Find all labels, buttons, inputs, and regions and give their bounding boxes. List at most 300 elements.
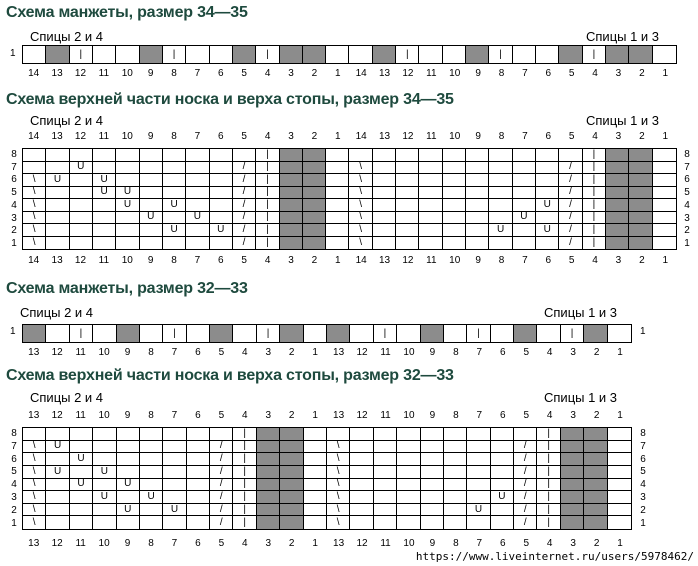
chart-cell	[491, 428, 514, 441]
chart-cell	[373, 46, 396, 63]
row-number: 2	[11, 504, 17, 516]
column-number: 10	[403, 538, 415, 549]
chart-cell	[350, 428, 373, 441]
chart-cell	[23, 162, 46, 175]
chart1-grid	[22, 45, 677, 64]
chart-cell	[46, 516, 69, 529]
chart-cell	[257, 491, 280, 504]
chart-cell	[304, 325, 327, 342]
chart-cell	[443, 212, 466, 225]
chart-cell	[163, 453, 186, 466]
chart-cell: /	[233, 224, 256, 237]
chart-cell	[210, 187, 233, 200]
column-number: 3	[615, 255, 622, 266]
chart-cell: /	[514, 453, 537, 466]
column-number: 2	[311, 255, 318, 266]
chart-cell	[280, 237, 303, 250]
chart-cell	[140, 199, 163, 212]
column-number: 13	[378, 68, 391, 79]
chart-cell	[304, 453, 327, 466]
chart-cell	[396, 212, 419, 225]
column-number: 13	[28, 538, 40, 549]
column-number: 5	[241, 131, 247, 142]
chart-cell: |	[256, 237, 279, 250]
chart-cell	[187, 516, 210, 529]
column-number: 1	[312, 538, 318, 549]
chart-cell	[70, 441, 93, 454]
chart-cell	[163, 491, 186, 504]
column-number: 10	[403, 410, 415, 421]
column-number: 11	[380, 538, 391, 549]
column-number: 8	[453, 538, 459, 549]
chart-cell	[397, 428, 420, 441]
chart-cell	[140, 453, 163, 466]
chart-cell	[489, 187, 512, 200]
column-number: 8	[148, 347, 154, 358]
chart-cell	[396, 149, 419, 162]
chart-cell	[280, 212, 303, 225]
row-number: 7	[11, 161, 17, 173]
column-number: 6	[545, 68, 552, 79]
chart-cell	[70, 187, 93, 200]
chart-cell	[140, 187, 163, 200]
column-number: 7	[476, 347, 483, 358]
chart-cell	[606, 187, 629, 200]
column-number: 3	[288, 255, 294, 266]
chart-cell: \	[23, 237, 46, 250]
chart-cell	[606, 212, 629, 225]
column-number: 13	[333, 410, 345, 421]
column-number: 2	[639, 255, 645, 266]
chart-cell	[210, 237, 233, 250]
column-number: 11	[75, 410, 86, 421]
column-number: 8	[171, 68, 177, 79]
chart-cell	[419, 174, 442, 187]
chart-cell	[140, 162, 163, 175]
chart-cell	[186, 237, 209, 250]
column-number: 2	[288, 410, 295, 421]
chart-cell: /	[233, 174, 256, 187]
chart1-bottom-numbers	[22, 68, 677, 79]
chart-cell	[210, 162, 233, 175]
chart-cell	[93, 162, 116, 175]
chart-cell: \	[349, 174, 372, 187]
column-number: 8	[171, 255, 177, 266]
chart-cell	[514, 325, 537, 342]
column-number: 7	[522, 255, 528, 266]
chart-cell	[210, 174, 233, 187]
chart-cell: /	[233, 237, 256, 250]
chart-cell	[186, 199, 209, 212]
chart-cell	[513, 187, 536, 200]
column-number: 3	[615, 131, 622, 142]
column-number: 3	[615, 68, 622, 79]
chart-cell	[93, 453, 116, 466]
chart-cell	[608, 504, 631, 517]
column-number: 11	[98, 131, 110, 142]
chart-cell	[280, 504, 303, 517]
chart-cell	[467, 441, 490, 454]
chart-cell	[210, 46, 233, 63]
chart-cell	[419, 162, 442, 175]
column-number: 7	[171, 347, 178, 358]
column-number: 2	[639, 131, 645, 142]
chart-cell	[584, 428, 607, 441]
chart-cell: |	[233, 479, 256, 492]
column-number: 11	[380, 410, 391, 421]
chart-cell: |	[583, 174, 606, 187]
chart-cell	[374, 441, 397, 454]
chart-cell: |	[256, 212, 279, 225]
column-number: 7	[171, 538, 178, 549]
row-number: 5	[640, 466, 646, 478]
column-number: 2	[311, 131, 318, 142]
chart-cell	[187, 428, 210, 441]
row-number: 1	[684, 237, 690, 249]
chart-cell	[373, 212, 396, 225]
column-number: 6	[195, 410, 201, 421]
chart-cell	[513, 149, 536, 162]
column-number: 11	[380, 347, 391, 358]
chart-cell	[653, 46, 676, 63]
chart-cell	[489, 199, 512, 212]
chart-cell: U	[70, 162, 93, 175]
column-number: 6	[218, 131, 224, 142]
chart-cell	[561, 504, 584, 517]
row-number: 4	[640, 479, 646, 491]
column-number: 5	[523, 347, 530, 358]
chart4-top-numbers	[22, 410, 632, 421]
chart-cell	[326, 187, 349, 200]
chart-cell: \	[23, 466, 46, 479]
chart-cell: U	[93, 466, 116, 479]
column-number: 6	[218, 255, 224, 266]
chart-cell	[373, 174, 396, 187]
chart-cell	[326, 162, 349, 175]
chart-cell	[280, 325, 303, 342]
chart-cell	[396, 162, 419, 175]
column-number: 1	[617, 410, 623, 421]
chart-cell: U	[489, 224, 512, 237]
source-url: https://www.liveinternet.ru/users/5978462/	[415, 550, 694, 563]
chart-cell	[396, 224, 419, 237]
chart3-right-label: Спицы 1 и 3	[544, 305, 618, 320]
chart-cell	[513, 224, 536, 237]
column-number: 12	[402, 68, 414, 79]
chart-cell	[23, 325, 46, 342]
chart-cell: U	[163, 199, 186, 212]
chart-cell	[93, 325, 116, 342]
chart-cell: \	[23, 491, 46, 504]
chart-cell	[629, 212, 652, 225]
chart-cell	[561, 453, 584, 466]
chart4-bottom-numbers	[22, 538, 632, 549]
chart-cell: U	[46, 441, 69, 454]
column-number: 11	[75, 538, 86, 549]
chart-cell: \	[349, 199, 372, 212]
chart-cell	[421, 441, 444, 454]
chart-cell	[304, 479, 327, 492]
chart-cell	[373, 149, 396, 162]
chart-cell	[304, 516, 327, 529]
chart-cell: |	[537, 453, 560, 466]
chart-cell: \	[23, 199, 46, 212]
chart-cell	[466, 149, 489, 162]
chart-cell	[350, 466, 373, 479]
column-number: 8	[171, 131, 177, 142]
chart4-left-label: Спицы 2 и 4	[30, 390, 104, 405]
chart-cell	[349, 149, 372, 162]
chart-cell: \	[327, 516, 350, 529]
chart-cell	[116, 237, 139, 250]
chart-cell	[257, 516, 280, 529]
chart-cell: |	[537, 479, 560, 492]
chart-cell: |	[233, 428, 256, 441]
chart-cell	[280, 162, 303, 175]
column-number: 7	[194, 68, 201, 79]
chart-cell	[163, 174, 186, 187]
chart-cell	[584, 491, 607, 504]
row-number: 8	[684, 149, 690, 160]
chart-cell	[46, 187, 69, 200]
chart-cell: |	[537, 441, 560, 454]
column-number: 3	[570, 347, 576, 358]
chart-cell: |	[583, 162, 606, 175]
column-number: 14	[28, 255, 40, 266]
chart-cell	[559, 149, 582, 162]
chart-cell: \	[23, 212, 46, 225]
column-number: 9	[475, 255, 481, 266]
chart-cell: |	[583, 46, 606, 63]
column-number: 14	[355, 68, 367, 79]
chart-cell	[653, 162, 676, 175]
chart-cell: /	[210, 504, 233, 517]
chart-cell: /	[559, 199, 582, 212]
row-number: 8	[11, 149, 17, 160]
column-number: 8	[453, 410, 459, 421]
chart-cell: U	[536, 224, 559, 237]
column-number: 4	[592, 131, 598, 142]
chart-cell: \	[327, 491, 350, 504]
chart-cell	[326, 46, 349, 63]
chart-cell: \	[23, 453, 46, 466]
chart-cell: /	[233, 212, 256, 225]
chart-cell	[653, 199, 676, 212]
column-number: 9	[147, 68, 154, 79]
column-number: 7	[194, 131, 201, 142]
row-number: 3	[684, 212, 690, 224]
chart-cell	[163, 162, 186, 175]
chart-cell: |	[583, 187, 606, 200]
column-number: 13	[378, 255, 391, 266]
column-number: 14	[355, 131, 367, 142]
column-number: 8	[498, 68, 505, 79]
chart-cell: |	[70, 46, 93, 63]
row-number: 5	[11, 187, 17, 199]
chart-cell: U	[140, 212, 163, 225]
chart-cell: |	[233, 453, 256, 466]
chart-cell	[444, 504, 467, 517]
chart-cell	[467, 428, 490, 441]
chart-cell	[536, 174, 559, 187]
chart2-grid	[22, 148, 677, 250]
chart-cell	[443, 224, 466, 237]
chart-cell	[514, 428, 537, 441]
column-number: 2	[593, 347, 600, 358]
chart-cell	[537, 325, 560, 342]
chart-cell: U	[117, 479, 140, 492]
row-number: 7	[640, 440, 646, 452]
column-number: 6	[195, 347, 201, 358]
chart-cell	[303, 212, 326, 225]
column-number: 10	[121, 131, 133, 142]
chart-cell	[326, 174, 349, 187]
column-number: 14	[28, 68, 40, 79]
chart-cell	[421, 325, 444, 342]
row-number: 7	[11, 440, 17, 452]
chart-cell	[373, 237, 396, 250]
chart-cell	[186, 162, 209, 175]
column-number: 13	[51, 68, 63, 79]
chart-cell	[280, 174, 303, 187]
chart-cell: \	[327, 466, 350, 479]
chart-cell	[117, 466, 140, 479]
column-number: 12	[74, 255, 87, 266]
chart3-left-label: Спицы 2 и 4	[20, 305, 94, 320]
chart-cell	[421, 491, 444, 504]
chart-cell	[93, 199, 116, 212]
chart-cell	[629, 187, 652, 200]
chart-cell	[163, 466, 186, 479]
column-number: 4	[242, 410, 248, 421]
chart-cell	[116, 162, 139, 175]
chart3-row-label-left: 1	[10, 326, 16, 337]
chart-cell	[608, 453, 631, 466]
chart-cell	[187, 325, 210, 342]
chart-cell	[629, 46, 652, 63]
column-number: 8	[453, 347, 459, 358]
chart-cell	[257, 479, 280, 492]
chart-cell	[163, 149, 186, 162]
chart-cell	[373, 199, 396, 212]
chart-cell	[93, 46, 116, 63]
chart-cell: U	[140, 491, 163, 504]
chart-cell	[93, 237, 116, 250]
chart-cell	[280, 516, 303, 529]
chart-cell	[421, 453, 444, 466]
row-number: 6	[11, 174, 17, 186]
chart-cell	[70, 504, 93, 517]
chart-cell	[326, 199, 349, 212]
chart-cell	[326, 149, 349, 162]
column-number: 7	[476, 538, 483, 549]
chart-cell	[491, 504, 514, 517]
chart-cell	[467, 466, 490, 479]
column-number: 6	[500, 410, 506, 421]
column-number: 12	[51, 347, 63, 358]
chart-cell	[140, 224, 163, 237]
column-number: 10	[98, 410, 110, 421]
chart-cell: \	[327, 453, 350, 466]
chart4-title: Схема верхней части носка и верха стопы, размер 32—33	[6, 367, 454, 384]
chart-cell	[117, 325, 140, 342]
chart-cell	[443, 149, 466, 162]
chart-cell: U	[116, 187, 139, 200]
chart-cell: \	[349, 212, 372, 225]
chart-cell	[491, 466, 514, 479]
column-number: 13	[28, 347, 40, 358]
chart-cell: U	[93, 174, 116, 187]
chart-cell	[467, 479, 490, 492]
chart-cell	[46, 428, 69, 441]
chart-cell	[210, 212, 233, 225]
chart-cell	[584, 479, 607, 492]
row-number: 1	[640, 517, 646, 529]
chart-cell	[117, 428, 140, 441]
chart-cell	[326, 237, 349, 250]
chart-cell: U	[210, 224, 233, 237]
chart-cell	[280, 479, 303, 492]
chart-cell	[257, 441, 280, 454]
chart3-bottom-numbers	[22, 347, 632, 358]
chart-cell	[396, 199, 419, 212]
chart-cell	[70, 199, 93, 212]
chart-cell	[421, 428, 444, 441]
chart-cell	[257, 466, 280, 479]
chart-cell: U	[117, 504, 140, 517]
column-number: 4	[546, 538, 553, 549]
chart-cell	[303, 237, 326, 250]
chart-cell	[466, 199, 489, 212]
chart-cell	[163, 187, 186, 200]
chart-cell	[210, 428, 233, 441]
chart-cell	[186, 224, 209, 237]
column-number: 1	[312, 410, 318, 421]
column-number: 8	[498, 255, 505, 266]
chart-cell	[467, 516, 490, 529]
chart-cell: /	[559, 187, 582, 200]
column-number: 10	[449, 131, 461, 142]
column-number: 5	[241, 68, 247, 79]
chart-cell	[116, 224, 139, 237]
chart-cell	[444, 441, 467, 454]
chart-cell	[46, 46, 69, 63]
chart-cell	[444, 466, 467, 479]
chart-cell: |	[233, 466, 256, 479]
chart-cell: |	[537, 504, 560, 517]
column-number: 6	[195, 538, 201, 549]
row-number: 2	[11, 225, 17, 237]
chart-cell	[584, 453, 607, 466]
chart-cell	[349, 46, 372, 63]
chart-cell	[303, 174, 326, 187]
chart-cell	[491, 441, 514, 454]
chart-cell: U	[46, 466, 69, 479]
chart-cell	[397, 453, 420, 466]
row-number: 4	[11, 479, 17, 491]
column-number: 13	[333, 347, 345, 358]
chart-cell	[561, 516, 584, 529]
row-number: 3	[640, 492, 646, 503]
column-number: 3	[570, 538, 576, 549]
chart-cell	[466, 162, 489, 175]
row-number: 6	[640, 453, 646, 465]
chart-cell	[443, 46, 466, 63]
row-number: 2	[640, 504, 646, 516]
chart-cell: |	[583, 224, 606, 237]
chart-cell	[606, 149, 629, 162]
chart-cell: /	[514, 479, 537, 492]
